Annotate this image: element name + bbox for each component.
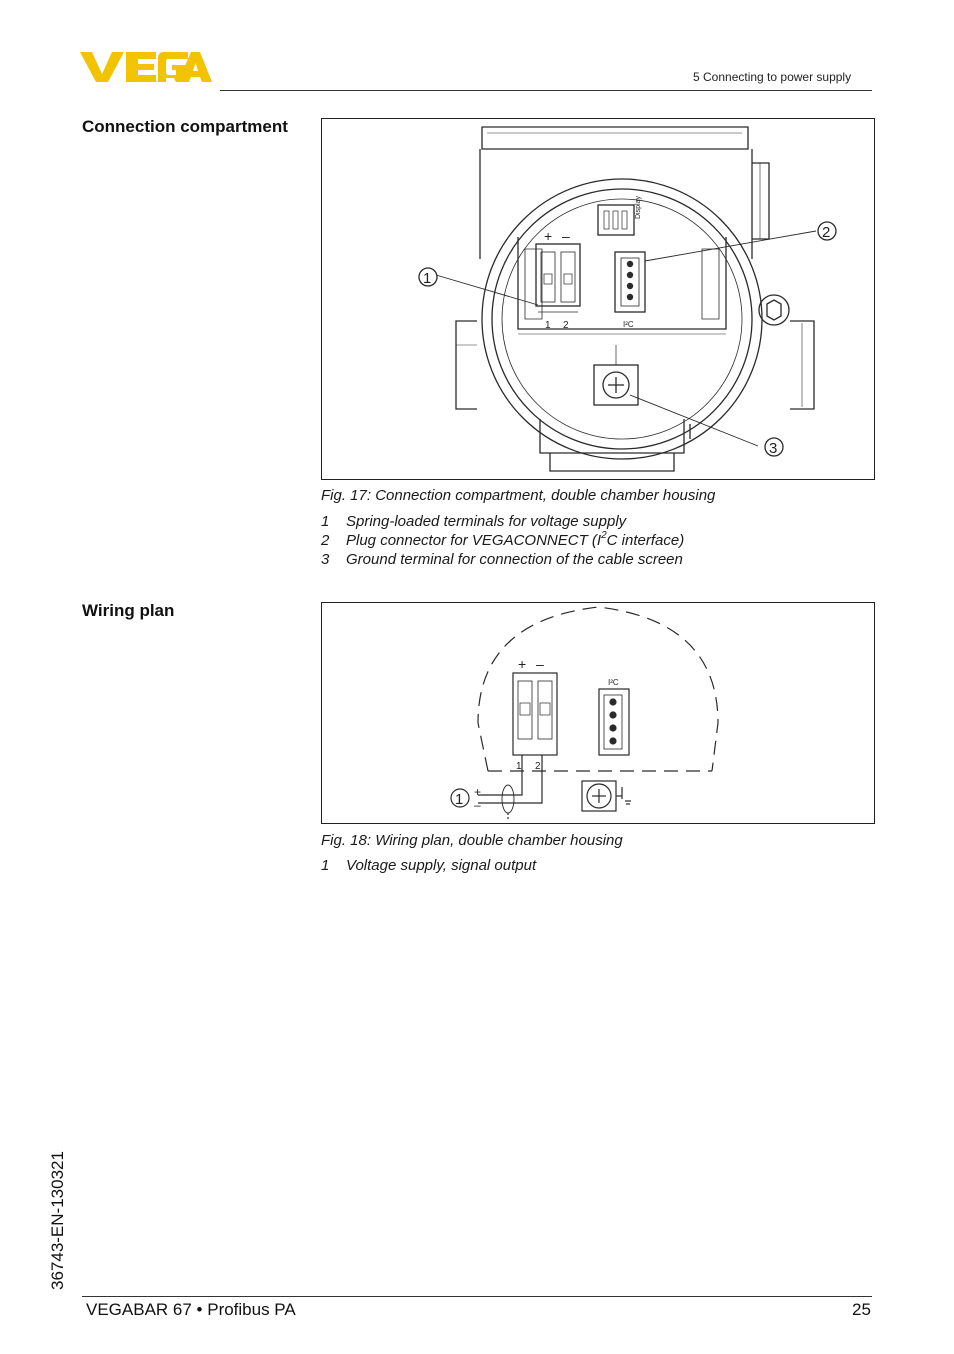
legend-superscript: 2	[601, 530, 607, 541]
terminal-1-label: 1	[516, 761, 522, 772]
header-section-title: 5 Connecting to power supply	[693, 70, 852, 84]
vega-logo	[80, 50, 212, 84]
wiring-plan-heading: Wiring plan	[82, 601, 175, 620]
wire-minus-label: –	[474, 798, 481, 812]
connection-compartment-heading: Connection compartment	[82, 117, 288, 136]
display-label: Display	[635, 196, 642, 219]
legend-number: 2	[321, 532, 330, 549]
footer-product: VEGABAR 67 • Profibus PA	[86, 1300, 296, 1319]
legend-number: 3	[321, 551, 330, 568]
legend-text: Voltage supply, signal output	[346, 857, 537, 874]
callout-1: 1	[423, 270, 432, 287]
figure-17-legend	[321, 513, 873, 573]
plus-label: +	[518, 656, 527, 672]
callout-3: 3	[769, 440, 778, 457]
legend-text-part: Plug connector for VEGACONNECT (I	[346, 532, 602, 549]
wire-plus-label: +	[474, 785, 482, 799]
connection-compartment-drawing	[322, 119, 874, 479]
legend-text: Spring-loaded terminals for voltage supply	[346, 513, 627, 530]
footer-rule	[82, 1296, 872, 1297]
figure-18-box	[321, 602, 875, 824]
figure-18-legend	[321, 857, 873, 877]
footer-page-number: 25	[852, 1300, 871, 1319]
header-rule	[220, 90, 872, 91]
terminal-1-label: 1	[545, 320, 551, 331]
legend-text	[346, 532, 684, 549]
terminal-2-label: 2	[563, 320, 569, 331]
callout-2: 2	[822, 224, 831, 241]
i2c-label: I²C	[623, 320, 634, 329]
wiring-plan-drawing	[322, 603, 874, 823]
legend-text: Ground terminal for connection of the cable screen	[346, 551, 683, 568]
terminal-2-label: 2	[535, 761, 541, 772]
document-id: 36743-EN-130321	[48, 1151, 67, 1290]
figure-17-box	[321, 118, 875, 480]
legend-number: 1	[321, 857, 330, 874]
figure-17-caption: Fig. 17: Connection compartment, double chamber housing	[321, 487, 716, 504]
i2c-label: I²C	[608, 678, 619, 687]
minus-label: –	[536, 656, 544, 672]
legend-text-part: C interface)	[606, 532, 685, 549]
figure-18-caption: Fig. 18: Wiring plan, double chamber housing	[321, 832, 623, 849]
minus-label: –	[562, 228, 570, 244]
plus-label: +	[544, 228, 553, 244]
callout-1: 1	[455, 791, 464, 808]
legend-number: 1	[321, 513, 330, 530]
